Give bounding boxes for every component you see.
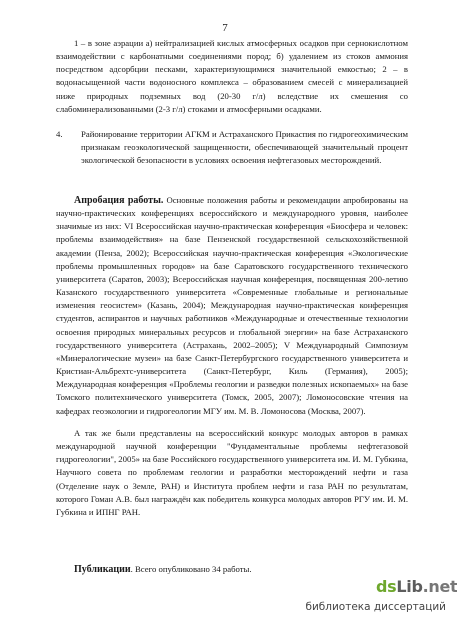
watermark-logo [376, 577, 457, 597]
watermark-subtitle: библиотека диссертаций [305, 601, 446, 613]
approbation-heading: Апробация работы. [74, 195, 164, 206]
page-number: 7 [222, 22, 228, 34]
paragraph-approbation [56, 194, 408, 418]
list-item-4 [56, 128, 408, 167]
approbation-text: Основные положения работы и рекомендации апробированы на научно-практических конференциях всероссийского и международного уровня, наиболее значимые из них: VI Всероссийская научно-практическая конференция «Биосфера и человек: проблемы взаимодействия» на базе Пензенской государственной сельскохозяйственной академии (Пенза, 2002); Всероссийская научно-практическая конференция «Экологические проблемы промышленных городов» на базе Саратовского государственного технического университета (Саратов, 2003); Всероссийская научная конференция, посвященная 200-летию Казанского государственного университета «Современные глобальные и региональные изменения геосистем» (Казань, 2004); Международная научно-практическая конференция студентов, аспирантов и научных работников «Международные и отечественные технологии освоения природных минеральных ресурсов и глобальной энергии» на базе Астраханского государственного университета (Астрахань, 2002–2005); V Международный Симпозиум «Минералогические музеи» на базе Санкт-Петербургского государственного университета и Кристиан-Альбрехтс-университета (Санкт-Петербург, Киль (Германия), 2005); Международная конференция «Проблемы геологии и разведки полезных ископаемых» на базе Томского политехнического университета (Томск, 2005, 2007); Ломоносовские чтения на кафедрах геоэкологии и гидрогеологии МГУ им. М. В. Ломоносова (Москва, 2007). [56, 195, 408, 416]
list-item-number: 4. [56, 129, 63, 139]
watermark-lib: Lib [396, 577, 423, 596]
paragraph-publications [56, 563, 408, 576]
paragraph-aeration-zones: 1 – в зоне аэрации а) нейтрализацией кислых атмосферных осадков при сернокислотном взаимодействии с карбонатными соединениями пород; б) удалением из стоков аммония посредством адсорбции песками, характеризующимися значительной емкостью; 2 – в водонасыщенной части водоносного комплекса – образованием смесей с минерализацией ниже природных подземных вод (20-30 г/л) вследствие их смешения со слабоминерализованными (2-3 г/л) стоками и атмосферными осадками. [56, 38, 408, 114]
publications-text: . Всего опубликовано 34 работы. [130, 564, 252, 574]
watermark-tld: .net [422, 577, 457, 596]
publications-heading: Публикации [74, 564, 131, 575]
list-item-text: Районирование территории АГКМ и Астраханского Прикаспия по гидрогеохимическим признакам геоэкологической защищенности, обеспечивающей значительный процент экологической безопасности в условиях освоения нефтегазовых месторождений. [81, 129, 408, 166]
paragraph-contest: А так же были представлены на всероссийский конкурс молодых авторов в рамках международной научной конференции "Фундаментальные проблемы нефтегазовой гидрогеологии", 2005» на базе Российского государственного университета им. И. М. Губкина, Научного совета по проблемам геологии и разработки месторождений нефти и газа (Отделение наук о Земле, РАН) и Института проблем нефти и газа РАН по результатам, которого Гоман А.В. был награждён как победитель конкурса молодых авторов РГУ им. И. М. Губкина и ИПНГ РАН. [56, 428, 408, 517]
watermark-ds: ds [376, 577, 397, 596]
